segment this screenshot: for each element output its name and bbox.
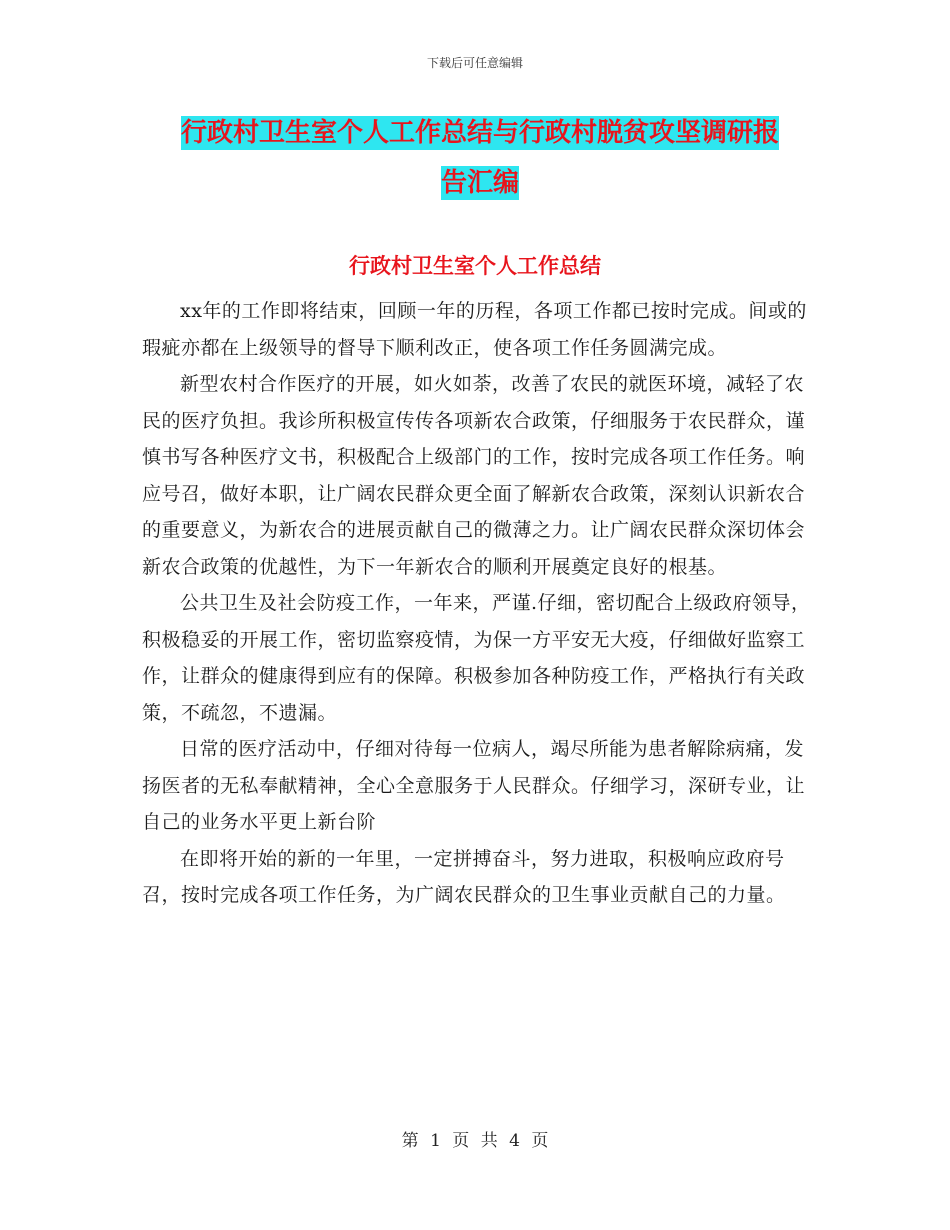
paragraph-5: 在即将开始的新的一年里，一定拼搏奋斗，努力进取，积极响应政府号召，按时完成各项工作任务，为广阔农民群众的卫生事业贡献自己的力量。 [142,847,786,906]
paragraph-1: xx年的工作即将结束，回顾一年的历程，各项工作都已按时完成。间或的瑕疵亦都在上级领导的督导下顺利改正，使各项工作任务圆满完成。 [142,300,807,359]
paragraph-2: 新型农村合作医疗的开展，如火如荼，改善了农民的就医环境，减轻了农民的医疗负担。我诊所积极宣传传各项新农合政策，仔细服务于农民群众，谨慎书写各种医疗文书，积极配合上级部门的工作，按时完成各项工作任务。响应号召，做好本职，让广阔农民群众更全面了解新农合政策，深刻认识新农合的重要意义，为新农合的进展贡献自己的微薄之力。让广阔农民群众深切体会新农合政策的优越性，为下一年新农合的顺利开展奠定良好的根基。 [142,373,806,578]
document-title-line-2: 告汇编 [440,168,519,198]
paragraph-3: 公共卫生及社会防疫工作，一年来，严谨.仔细，密切配合上级政府领导，积极稳妥的开展工作，密切监察疫情，为保一方平安无大疫，仔细做好监察工作，让群众的健康得到应有的保障。积极参加各种防疫工作，严格执行有关政策，不疏忽，不遗漏。 [142,592,811,724]
page-header-note: 下载后可任意编辑 [426,56,523,70]
page-number-footer: 第 1 页 共 4 页 [401,1131,549,1151]
body-text [142,293,822,914]
section-title: 行政村卫生室个人工作总结 [349,253,601,278]
document-title [150,108,810,208]
paragraph-4: 日常的医疗活动中，仔细对待每一位病人，竭尽所能为患者解除病痛，发扬医者的无私奉献精神，全心全意服务于人民群众。仔细学习，深研专业，让自己的业务水平更上新台阶 [142,738,806,833]
document-title-line-1: 行政村卫生室个人工作总结与行政村脱贫攻坚调研报 [180,118,779,148]
